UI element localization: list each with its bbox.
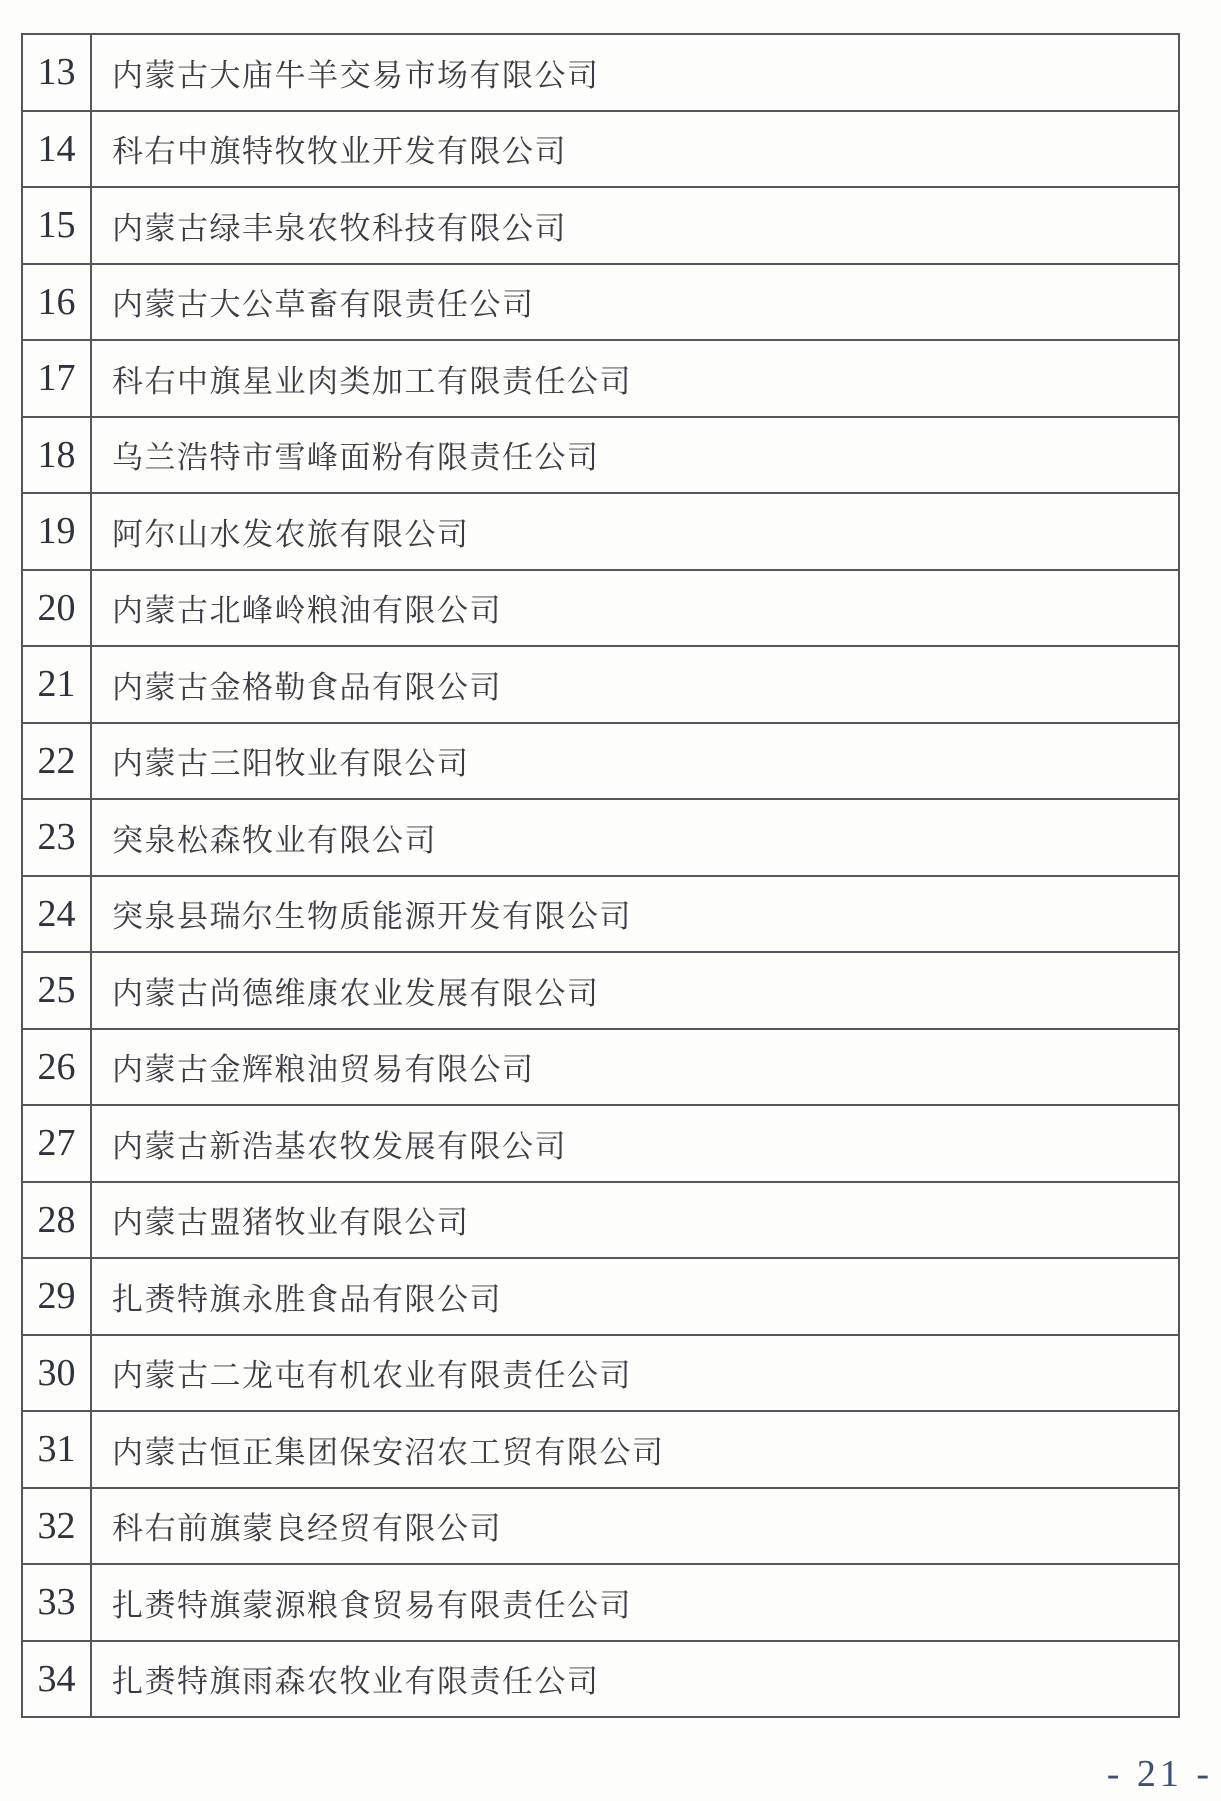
- company-name: 内蒙古大庙牛羊交易市场有限公司: [91, 34, 1179, 111]
- row-number: 18: [22, 417, 91, 494]
- table-row: [22, 799, 1179, 876]
- row-number: 29: [22, 1258, 91, 1335]
- row-number: 19: [22, 493, 91, 570]
- company-name: 内蒙古恒正集团保安沼农工贸有限公司: [91, 1411, 1179, 1488]
- table-row: [22, 187, 1179, 264]
- table-row: [22, 1641, 1179, 1718]
- row-number: 25: [22, 952, 91, 1029]
- row-number: 34: [22, 1641, 91, 1718]
- company-name: 突泉县瑞尔生物质能源开发有限公司: [91, 876, 1179, 953]
- row-number: 27: [22, 1105, 91, 1182]
- table-row: [22, 952, 1179, 1029]
- row-number: 20: [22, 570, 91, 647]
- row-number: 13: [22, 34, 91, 111]
- company-table: [21, 33, 1180, 1718]
- row-number: 21: [22, 646, 91, 723]
- row-number: 15: [22, 187, 91, 264]
- company-name: 内蒙古北峰岭粮油有限公司: [91, 570, 1179, 647]
- company-name: 扎赉特旗永胜食品有限公司: [91, 1258, 1179, 1335]
- table-row: [22, 340, 1179, 417]
- row-number: 14: [22, 111, 91, 188]
- row-number: 33: [22, 1564, 91, 1641]
- table-row: [22, 1564, 1179, 1641]
- row-number: 16: [22, 264, 91, 341]
- table-row: [22, 1258, 1179, 1335]
- table-row: [22, 417, 1179, 494]
- company-name: 内蒙古新浩基农牧发展有限公司: [91, 1105, 1179, 1182]
- row-number: 30: [22, 1335, 91, 1412]
- company-name: 内蒙古尚德维康农业发展有限公司: [91, 952, 1179, 1029]
- company-name: 扎赉特旗蒙源粮食贸易有限责任公司: [91, 1564, 1179, 1641]
- row-number: 31: [22, 1411, 91, 1488]
- page-number: - 21 -: [1106, 1753, 1213, 1795]
- table-row: [22, 1335, 1179, 1412]
- table-row: [22, 1182, 1179, 1259]
- row-number: 17: [22, 340, 91, 417]
- table-row: [22, 1029, 1179, 1106]
- table-row: [22, 723, 1179, 800]
- table-row: [22, 493, 1179, 570]
- table-row: [22, 1488, 1179, 1565]
- table-row: [22, 1411, 1179, 1488]
- row-number: 22: [22, 723, 91, 800]
- company-name: 内蒙古盟猪牧业有限公司: [91, 1182, 1179, 1259]
- company-name: 扎赉特旗雨森农牧业有限责任公司: [91, 1641, 1179, 1718]
- company-name: 科右中旗特牧牧业开发有限公司: [91, 111, 1179, 188]
- table-row: [22, 34, 1179, 111]
- row-number: 28: [22, 1182, 91, 1259]
- table-row: [22, 111, 1179, 188]
- row-number: 26: [22, 1029, 91, 1106]
- company-name: 突泉松森牧业有限公司: [91, 799, 1179, 876]
- table-row: [22, 1105, 1179, 1182]
- company-name: 阿尔山水发农旅有限公司: [91, 493, 1179, 570]
- table-row: [22, 264, 1179, 341]
- table-row: [22, 570, 1179, 647]
- row-number: 23: [22, 799, 91, 876]
- company-name: 科右中旗星业肉类加工有限责任公司: [91, 340, 1179, 417]
- company-name: 内蒙古金辉粮油贸易有限公司: [91, 1029, 1179, 1106]
- company-name: 内蒙古三阳牧业有限公司: [91, 723, 1179, 800]
- company-name: 乌兰浩特市雪峰面粉有限责任公司: [91, 417, 1179, 494]
- company-name: 内蒙古二龙屯有机农业有限责任公司: [91, 1335, 1179, 1412]
- table-row: [22, 646, 1179, 723]
- row-number: 24: [22, 876, 91, 953]
- company-name: 科右前旗蒙良经贸有限公司: [91, 1488, 1179, 1565]
- table-row: [22, 876, 1179, 953]
- company-name: 内蒙古绿丰泉农牧科技有限公司: [91, 187, 1179, 264]
- company-table-body: [22, 34, 1179, 1717]
- company-name: 内蒙古大公草畜有限责任公司: [91, 264, 1179, 341]
- company-name: 内蒙古金格勒食品有限公司: [91, 646, 1179, 723]
- row-number: 32: [22, 1488, 91, 1565]
